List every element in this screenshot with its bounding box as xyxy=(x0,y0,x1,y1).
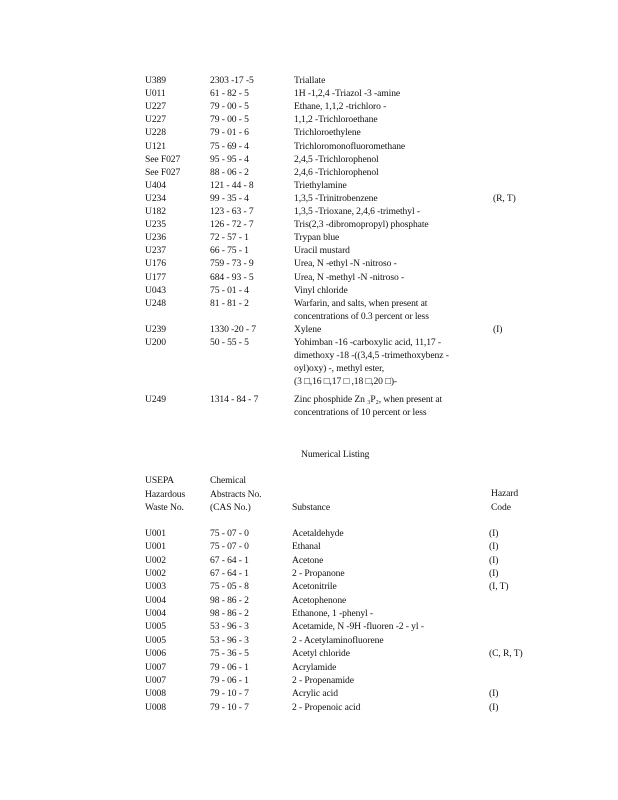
waste-number: U235 xyxy=(145,219,166,231)
listing-row xyxy=(0,113,618,126)
substance-name: Uracil mustard xyxy=(294,245,350,257)
waste-number: U121 xyxy=(145,140,166,152)
waste-number: U002 xyxy=(145,554,166,566)
waste-number: U011 xyxy=(145,88,166,100)
header-cas-no xyxy=(210,474,261,515)
substance-name: Xylene xyxy=(294,323,322,335)
cas-number: 1314 - 84 - 7 xyxy=(210,394,259,405)
listing-row xyxy=(0,126,618,139)
cas-number: 759 - 73 - 9 xyxy=(210,258,254,270)
table-row xyxy=(0,567,618,580)
cas-number: 79 - 00 - 5 xyxy=(210,114,249,126)
listing-row xyxy=(0,336,618,388)
substance-name: Tris(2,3 -dibromopropyl) phosphate xyxy=(294,219,429,231)
table-row xyxy=(0,527,618,540)
cas-number: 53 - 96 - 3 xyxy=(210,634,249,646)
waste-number: U234 xyxy=(145,192,166,204)
listing-row xyxy=(0,179,618,192)
listing-row xyxy=(0,244,618,257)
listing-row xyxy=(0,323,618,336)
header-waste-no-line: Waste No. xyxy=(145,502,184,514)
substance-name: 1,3,5 -Trioxane, 2,4,6 -trimethyl - xyxy=(294,206,420,217)
substance-name: Triethylamine xyxy=(294,179,347,191)
cas-number: 81 - 81 - 2 xyxy=(210,297,249,309)
cas-number: 99 - 35 - 4 xyxy=(210,192,249,204)
waste-number: U248 xyxy=(145,297,166,309)
table-row xyxy=(0,580,618,593)
waste-number: U007 xyxy=(145,674,166,686)
table-row xyxy=(0,594,618,607)
substance-name: Trypan blue xyxy=(294,232,340,244)
substance-name: Triallate xyxy=(294,75,326,86)
cas-number: 75 - 05 - 8 xyxy=(210,581,249,593)
substance-name: Acetophenone xyxy=(292,594,347,606)
cas-number: 75 - 01 - 4 xyxy=(210,284,249,296)
cas-number: 79 - 01 - 6 xyxy=(210,127,249,139)
hazard-code: (C, R, T) xyxy=(489,648,523,660)
waste-number: U176 xyxy=(145,258,166,270)
waste-number: U002 xyxy=(145,568,166,580)
cas-number: 95 - 95 - 4 xyxy=(210,153,249,165)
substance-name: Trichloroethylene xyxy=(294,127,361,139)
hazard-code: (I, T) xyxy=(489,581,509,593)
listing-row xyxy=(0,218,618,231)
listing-row xyxy=(0,100,618,113)
waste-number: U236 xyxy=(145,232,166,244)
cas-number: 2303 -17 -5 xyxy=(210,75,254,86)
substance-name: Acetyl chloride xyxy=(292,648,350,660)
waste-number: U043 xyxy=(145,284,166,296)
substance-name: 2 - Propenamide xyxy=(292,674,354,686)
substance-name: Ethane, 1,1,2 -trichloro - xyxy=(294,101,387,113)
cas-number: 61 - 82 - 5 xyxy=(210,88,249,100)
listing-row xyxy=(0,297,618,322)
header-substance: Substance xyxy=(292,502,330,513)
substance-name: Acrylic acid xyxy=(292,688,338,700)
listing-row xyxy=(0,393,618,419)
substance-name: 1,3,5 -Trinitrobenzene xyxy=(294,192,378,204)
table-row xyxy=(0,661,618,674)
listing-row xyxy=(0,231,618,244)
substance-name: Acetone xyxy=(292,554,324,566)
cas-number: 75 - 07 - 0 xyxy=(210,528,249,539)
cas-number: 75 - 07 - 0 xyxy=(210,541,249,553)
header-hazard-code-line: Hazard xyxy=(491,488,519,499)
waste-number: U182 xyxy=(145,206,166,217)
waste-number: U001 xyxy=(145,541,166,553)
waste-number: U389 xyxy=(145,75,166,86)
table-row xyxy=(0,634,618,647)
listing-row xyxy=(0,192,618,205)
cas-number: 53 - 96 - 3 xyxy=(210,621,249,633)
hazard-code: (I) xyxy=(489,688,499,700)
cas-number: 79 - 06 - 1 xyxy=(210,674,249,686)
table-row xyxy=(0,674,618,687)
substance-name: 1H -1,2,4 -Triazol -3 -amine xyxy=(294,88,401,100)
header-waste-no-line: Hazardous xyxy=(145,488,186,500)
cas-number: 66 - 75 - 1 xyxy=(210,245,249,257)
cas-number: 79 - 10 - 7 xyxy=(210,688,249,700)
listing-row xyxy=(0,271,618,284)
substance-name: Warfarin, and salts, when present at xyxy=(294,297,428,309)
substance-name: 2,4,5 -Trichlorophenol xyxy=(294,153,379,165)
waste-number: U001 xyxy=(145,528,166,539)
substance-name: Urea, N -ethyl -N -nitroso - xyxy=(294,258,397,270)
waste-number: U404 xyxy=(145,179,166,191)
waste-number: U004 xyxy=(145,594,166,606)
substance-name: 2 - Propenoic acid xyxy=(292,701,361,713)
cas-number: 1330 -20 - 7 xyxy=(210,323,256,335)
cas-number: 79 - 06 - 1 xyxy=(210,661,249,673)
header-hazard-code-line: Code xyxy=(491,501,511,513)
header-waste-no xyxy=(145,474,185,515)
listing-row xyxy=(0,166,618,179)
header-cas-no-line: Chemical xyxy=(210,475,246,486)
table-row xyxy=(0,701,618,714)
substance-name: Urea, N -methyl -N -nitroso - xyxy=(294,271,405,283)
listing-row xyxy=(0,257,618,270)
cas-number: 50 - 55 - 5 xyxy=(210,337,249,348)
table-row xyxy=(0,647,618,660)
cas-number: 67 - 64 - 1 xyxy=(210,568,249,580)
listing-row xyxy=(0,87,618,100)
substance-name: Acetaldehyde xyxy=(292,528,344,539)
hazard-code: (I) xyxy=(489,528,499,539)
cas-number: 67 - 64 - 1 xyxy=(210,554,249,566)
listing-row xyxy=(0,140,618,153)
header-hazard-code xyxy=(491,487,518,514)
cas-number: 98 - 86 - 2 xyxy=(210,608,249,620)
waste-number: U006 xyxy=(145,648,166,660)
waste-number: U005 xyxy=(145,621,166,633)
waste-number: U004 xyxy=(145,608,166,620)
substance-name: 2,4,6 -Trichlorophenol xyxy=(294,166,379,178)
hazard-code: (I) xyxy=(489,541,499,553)
hazard-code: (I) xyxy=(489,701,499,713)
substance-name: Yohimban -16 -carboxylic acid, 11,17 - xyxy=(294,337,442,348)
hazard-code: (I) xyxy=(489,554,499,566)
hazard-code: (I) xyxy=(493,323,503,335)
table-row xyxy=(0,540,618,553)
cas-number: 75 - 36 - 5 xyxy=(210,648,249,660)
waste-number: U007 xyxy=(145,661,166,673)
waste-number: U239 xyxy=(145,323,166,335)
cas-number: 98 - 86 - 2 xyxy=(210,594,249,606)
waste-number: U008 xyxy=(145,701,166,713)
cas-number: 79 - 00 - 5 xyxy=(210,101,249,113)
header-cas-no-line: (CAS No.) xyxy=(210,502,251,514)
listing-row xyxy=(0,74,618,87)
table-row xyxy=(0,687,618,700)
cas-number: 75 - 69 - 4 xyxy=(210,140,249,152)
listing-row xyxy=(0,205,618,218)
header-cas-no-line: Abstracts No. xyxy=(210,488,262,500)
substance-name: Ethanone, 1 -phenyl - xyxy=(292,608,374,620)
substance-name: dimethoxy -18 -((3,4,5 -trimethoxybenz - xyxy=(294,350,449,362)
substance-name: Zinc phosphide Zn ₃P₂, when present at xyxy=(294,394,443,405)
substance-name: (3 □,16 □,17 □ ,18 □,20 □)- xyxy=(294,376,398,388)
cas-number: 684 - 93 - 5 xyxy=(210,271,254,283)
substance-name: Trichloromonofluoromethane xyxy=(294,140,406,152)
cas-number: 121 - 44 - 8 xyxy=(210,179,254,191)
waste-number: U227 xyxy=(145,101,166,113)
substance-name: oyl)oxy) -, methyl ester, xyxy=(294,363,385,375)
waste-number: U249 xyxy=(145,394,166,405)
waste-number: U005 xyxy=(145,634,166,646)
waste-number: See F027 xyxy=(145,153,181,165)
waste-number: U237 xyxy=(145,245,166,257)
substance-name: 2 - Propanone xyxy=(292,568,345,580)
waste-number: See F027 xyxy=(145,166,181,178)
table-row xyxy=(0,620,618,633)
hazard-code: (R, T) xyxy=(493,192,516,204)
cas-number: 88 - 06 - 2 xyxy=(210,166,249,178)
listing-row xyxy=(0,153,618,166)
substance-name: Acetamide, N -9H -fluoren -2 - yl - xyxy=(292,621,424,633)
substance-name: concentrations of 10 percent or less xyxy=(294,407,427,419)
waste-number: U008 xyxy=(145,688,166,700)
substance-name: Ethanal xyxy=(292,541,321,553)
section-heading: Numerical Listing xyxy=(301,449,370,460)
substance-name: Acetonitrile xyxy=(292,581,337,593)
substance-name: Vinyl chloride xyxy=(294,284,348,296)
substance-name: Acrylamide xyxy=(292,661,337,673)
cas-number: 79 - 10 - 7 xyxy=(210,701,249,713)
substance-name: 1,1,2 -Trichloroethane xyxy=(294,114,378,126)
substance-name: 2 - Acetylaminofluorene xyxy=(292,634,384,646)
table-row xyxy=(0,554,618,567)
waste-number: U003 xyxy=(145,581,166,593)
cas-number: 123 - 63 - 7 xyxy=(210,206,254,217)
cas-number: 126 - 72 - 7 xyxy=(210,219,254,231)
waste-number: U200 xyxy=(145,337,166,348)
waste-number: U227 xyxy=(145,114,166,126)
table-row xyxy=(0,607,618,620)
waste-number: U228 xyxy=(145,127,166,139)
waste-number: U177 xyxy=(145,271,166,283)
substance-name: concentrations of 0.3 percent or less xyxy=(294,310,429,322)
cas-number: 72 - 57 - 1 xyxy=(210,232,249,244)
hazard-code: (I) xyxy=(489,568,499,580)
header-waste-no-line: USEPA xyxy=(145,475,175,486)
listing-row xyxy=(0,284,618,297)
